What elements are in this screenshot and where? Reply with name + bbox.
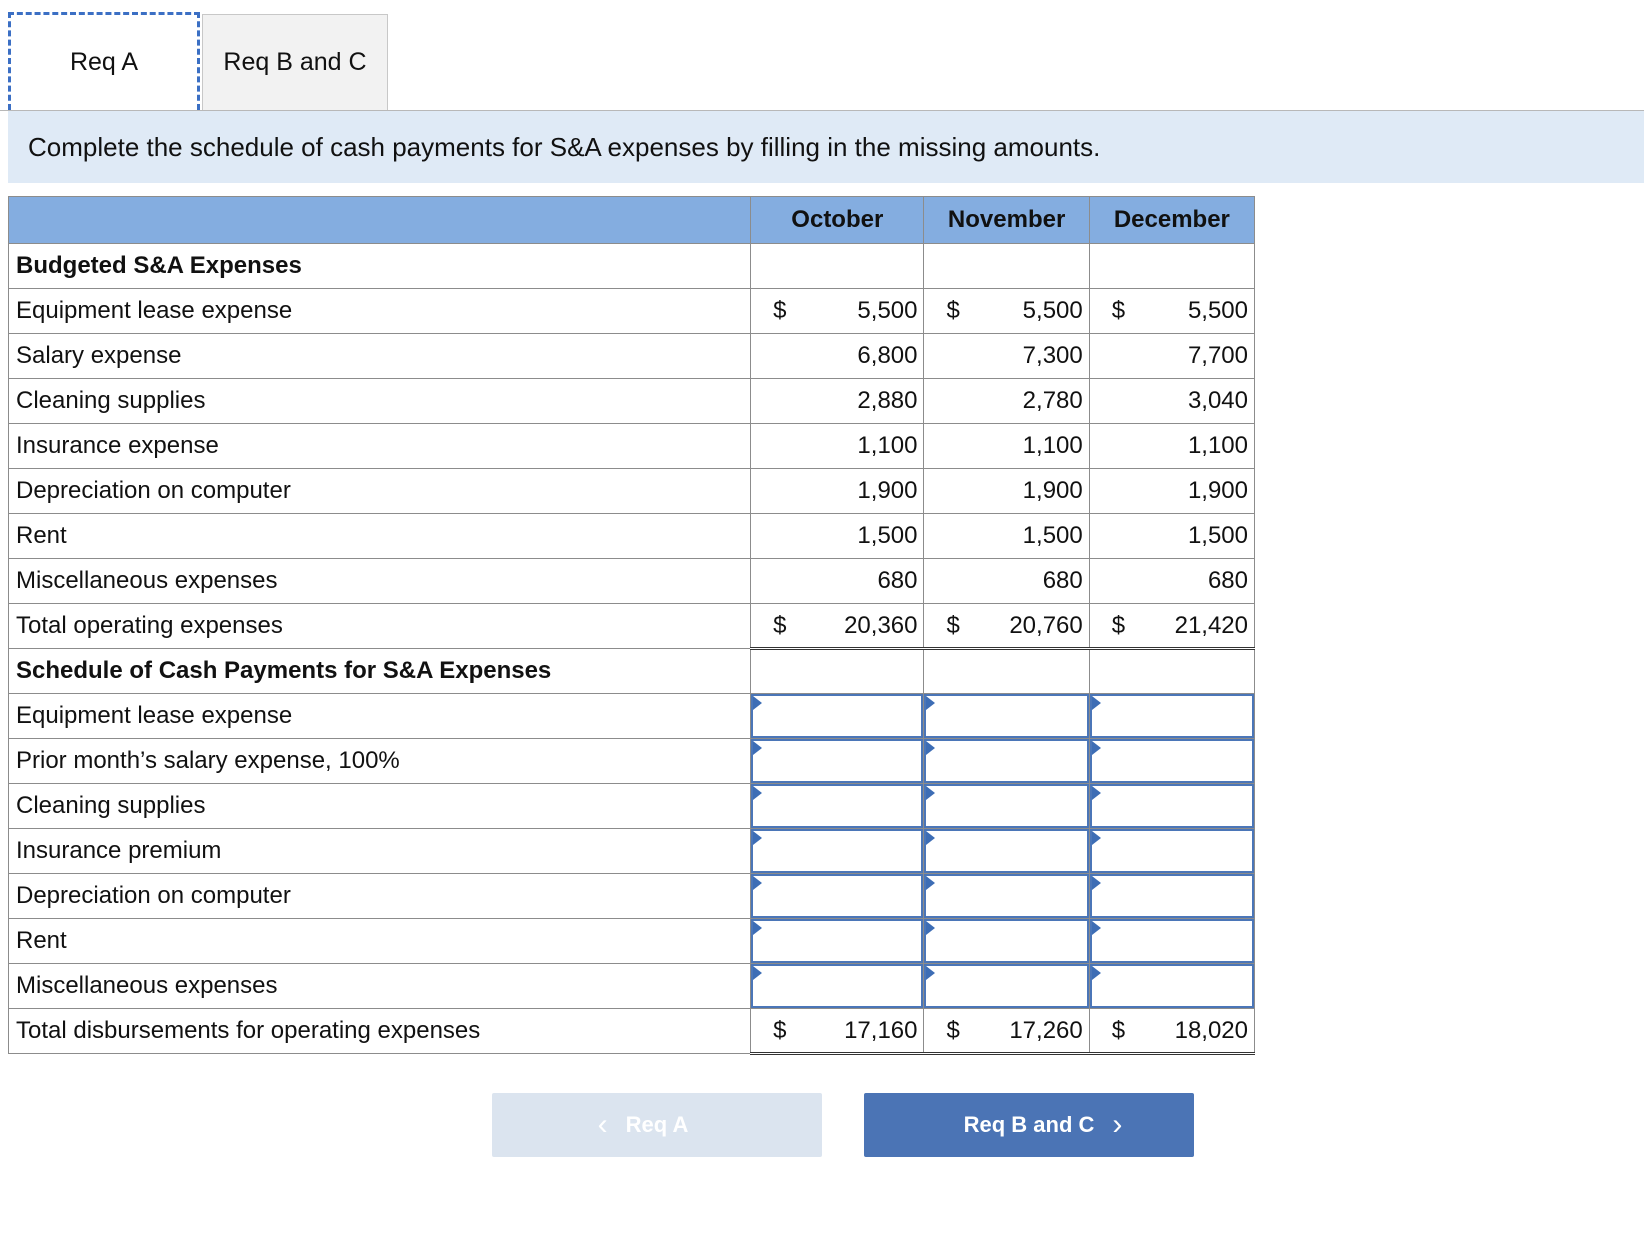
cell-marker-icon <box>926 831 935 845</box>
instruction-text: Complete the schedule of cash payments for S&A expenses by filling in the missing amounts. <box>28 131 1101 162</box>
row-label: Rent <box>9 514 751 559</box>
cell-marker-icon <box>926 921 935 935</box>
table-row <box>9 964 1255 1009</box>
value-cell <box>924 379 1089 424</box>
amount: 1,500 <box>1187 522 1248 549</box>
value-cell <box>1089 379 1254 424</box>
table-row <box>9 604 1255 649</box>
amount-input[interactable] <box>926 696 1086 736</box>
cell-marker-icon <box>1092 831 1101 845</box>
cell-marker-icon <box>926 741 935 755</box>
row-label: Cleaning supplies <box>9 379 751 424</box>
instruction-banner <box>8 111 1644 183</box>
value-cell <box>751 289 924 334</box>
row-label: Prior month’s salary expense, 100% <box>9 739 751 784</box>
input-cell <box>924 919 1089 964</box>
amount-input-box <box>1090 919 1254 963</box>
row-label: Insurance premium <box>9 829 751 874</box>
amount: 1,900 <box>1187 477 1248 504</box>
value-cell <box>751 469 924 514</box>
value-cell <box>924 289 1089 334</box>
input-cell <box>751 739 924 784</box>
cell-marker-icon <box>1092 786 1101 800</box>
amount-input-box <box>924 739 1088 783</box>
amount: 1,100 <box>857 432 918 459</box>
value-cell <box>924 424 1089 469</box>
empty-cell <box>924 649 1089 694</box>
value-cell <box>924 559 1089 604</box>
currency-symbol: $ <box>946 611 960 639</box>
table-row <box>9 919 1255 964</box>
input-cell <box>924 694 1089 739</box>
amount-input[interactable] <box>753 966 921 1006</box>
amount-input[interactable] <box>753 831 921 871</box>
amount: 2,880 <box>857 387 918 414</box>
header-november: November <box>924 197 1089 244</box>
amount: 7,700 <box>1187 342 1248 369</box>
amount: 17,160 <box>844 1016 918 1044</box>
input-cell <box>751 829 924 874</box>
tab-req-a[interactable] <box>8 12 200 110</box>
amount: 6,800 <box>857 342 918 369</box>
amount-input-box <box>924 964 1088 1008</box>
value-cell <box>1089 289 1254 334</box>
section-budgeted-title: Budgeted S&A Expenses <box>9 244 751 289</box>
amount-input-box <box>751 919 923 963</box>
amount-input-box <box>751 694 923 738</box>
cell-marker-icon <box>753 696 762 710</box>
amount-input[interactable] <box>1092 696 1252 736</box>
amount-input[interactable] <box>926 921 1086 961</box>
input-cell <box>924 964 1089 1009</box>
amount: 1,100 <box>1187 432 1248 459</box>
amount: 5,500 <box>1187 297 1248 324</box>
amount: 680 <box>1042 567 1083 594</box>
section-schedule-title-row <box>9 649 1255 694</box>
value-cell <box>924 514 1089 559</box>
row-label: Salary expense <box>9 334 751 379</box>
amount-input-box <box>1090 964 1254 1008</box>
cash-payments-table <box>8 196 1255 1055</box>
input-cell <box>924 739 1089 784</box>
amount: 20,760 <box>1009 611 1083 639</box>
value-cell <box>1089 604 1254 649</box>
value-cell <box>751 514 924 559</box>
input-cell <box>1089 739 1254 784</box>
amount-input[interactable] <box>753 696 921 736</box>
cell-marker-icon <box>926 876 935 890</box>
cell-marker-icon <box>753 831 762 845</box>
amount: 7,300 <box>1022 342 1083 369</box>
amount-input-box <box>1090 739 1254 783</box>
cell-marker-icon <box>926 786 935 800</box>
value-cell <box>1089 424 1254 469</box>
row-label: Rent <box>9 919 751 964</box>
table-row <box>9 874 1255 919</box>
amount-input[interactable] <box>753 876 921 916</box>
cell-marker-icon <box>1092 876 1101 890</box>
cell-marker-icon <box>753 876 762 890</box>
row-label: Total operating expenses <box>9 604 751 649</box>
value-cell <box>924 334 1089 379</box>
input-cell <box>751 964 924 1009</box>
currency-symbol: $ <box>1111 297 1126 324</box>
amount-input-box <box>1090 694 1254 738</box>
amount: 1,900 <box>857 477 918 504</box>
row-label: Cleaning supplies <box>9 784 751 829</box>
input-cell <box>751 874 924 919</box>
value-cell <box>1089 469 1254 514</box>
total-disbursements-row <box>9 1009 1255 1054</box>
amount-input[interactable] <box>753 741 921 781</box>
amount-input-box <box>751 739 923 783</box>
amount-input-box <box>1090 874 1254 918</box>
amount-input[interactable] <box>1092 921 1252 961</box>
cell-marker-icon <box>1092 966 1101 980</box>
input-cell <box>924 829 1089 874</box>
input-cell <box>1089 784 1254 829</box>
amount: 18,020 <box>1174 1016 1248 1044</box>
table-row <box>9 334 1255 379</box>
table-row <box>9 424 1255 469</box>
amount: 2,780 <box>1022 387 1083 414</box>
amount: 680 <box>1207 567 1248 594</box>
currency-symbol: $ <box>773 1016 787 1044</box>
amount-input[interactable] <box>926 966 1086 1006</box>
prev-req-a-button[interactable] <box>492 1093 822 1157</box>
value-cell <box>1089 559 1254 604</box>
amount: 1,100 <box>1022 432 1083 459</box>
amount: 20,360 <box>844 611 918 639</box>
cell-marker-icon <box>753 966 762 980</box>
empty-cell <box>1089 649 1254 694</box>
row-label: Total disbursements for operating expenses <box>9 1009 751 1054</box>
input-cell <box>1089 694 1254 739</box>
value-cell <box>1089 514 1254 559</box>
table-header-row <box>9 197 1255 244</box>
amount-input-box <box>1090 829 1254 873</box>
empty-cell <box>1089 244 1254 289</box>
amount-input-box <box>924 784 1088 828</box>
row-label: Equipment lease expense <box>9 289 751 334</box>
amount-input[interactable] <box>1092 786 1252 826</box>
amount-input-box <box>924 829 1088 873</box>
value-cell <box>924 604 1089 649</box>
value-cell <box>751 559 924 604</box>
cell-marker-icon <box>926 696 935 710</box>
amount-input-box <box>751 829 923 873</box>
table-row <box>9 559 1255 604</box>
amount-input-box <box>924 694 1088 738</box>
row-label: Depreciation on computer <box>9 469 751 514</box>
amount-input[interactable] <box>753 786 921 826</box>
input-cell <box>1089 964 1254 1009</box>
input-cell <box>751 919 924 964</box>
table-row <box>9 784 1255 829</box>
total-cell <box>751 1009 924 1054</box>
empty-cell <box>924 244 1089 289</box>
cell-marker-icon <box>1092 921 1101 935</box>
prev-button-label: Req A <box>625 1112 689 1137</box>
amount-input[interactable] <box>1092 876 1252 916</box>
amount-input-box <box>924 919 1088 963</box>
table-row <box>9 739 1255 784</box>
amount: 1,900 <box>1022 477 1083 504</box>
input-cell <box>751 784 924 829</box>
header-october: October <box>751 197 924 244</box>
table-row <box>9 829 1255 874</box>
input-cell <box>924 874 1089 919</box>
amount: 17,260 <box>1009 1016 1083 1044</box>
empty-cell <box>751 244 924 289</box>
cell-marker-icon <box>1092 741 1101 755</box>
amount-input[interactable] <box>926 786 1086 826</box>
header-december: December <box>1089 197 1254 244</box>
amount: 21,420 <box>1174 611 1248 639</box>
next-button-label: Req B and C <box>963 1112 1095 1137</box>
amount-input-box <box>924 874 1088 918</box>
input-cell <box>751 694 924 739</box>
input-cell <box>924 784 1089 829</box>
table-row <box>9 289 1255 334</box>
total-cell <box>1089 1009 1254 1054</box>
input-cell <box>1089 874 1254 919</box>
value-cell <box>751 424 924 469</box>
amount-input-box <box>751 964 923 1008</box>
table-row <box>9 514 1255 559</box>
currency-symbol: $ <box>773 611 787 639</box>
value-cell <box>751 334 924 379</box>
tab-req-b-and-c-label: Req B and C <box>223 48 367 76</box>
cell-marker-icon <box>753 921 762 935</box>
row-label: Depreciation on computer <box>9 874 751 919</box>
amount-input[interactable] <box>1092 741 1252 781</box>
row-label: Miscellaneous expenses <box>9 559 751 604</box>
section-budgeted-title-row <box>9 244 1255 289</box>
row-label: Miscellaneous expenses <box>9 964 751 1009</box>
tab-req-a-label: Req A <box>69 48 139 76</box>
amount-input[interactable] <box>1092 966 1252 1006</box>
amount-input[interactable] <box>926 876 1086 916</box>
tab-req-b-and-c[interactable] <box>202 14 388 110</box>
next-req-b-and-c-button[interactable] <box>864 1093 1194 1157</box>
currency-symbol: $ <box>1111 611 1126 639</box>
amount: 5,500 <box>857 297 918 324</box>
currency-symbol: $ <box>946 297 960 324</box>
amount: 1,500 <box>1022 522 1083 549</box>
table-row <box>9 379 1255 424</box>
input-cell <box>1089 919 1254 964</box>
cell-marker-icon <box>926 966 935 980</box>
amount-input[interactable] <box>926 741 1086 781</box>
amount-input[interactable] <box>753 921 921 961</box>
section-schedule-title: Schedule of Cash Payments for S&A Expenses <box>9 649 751 694</box>
header-blank <box>9 197 751 244</box>
amount: 5,500 <box>1022 297 1083 324</box>
cell-marker-icon <box>753 741 762 755</box>
row-label: Insurance expense <box>9 424 751 469</box>
currency-symbol: $ <box>946 1016 960 1044</box>
amount-input-box <box>751 784 923 828</box>
table-row <box>9 469 1255 514</box>
amount-input[interactable] <box>926 831 1086 871</box>
row-label: Equipment lease expense <box>9 694 751 739</box>
amount: 1,500 <box>857 522 918 549</box>
currency-symbol: $ <box>773 297 787 324</box>
chevron-right-icon: › <box>1112 1108 1123 1141</box>
value-cell <box>751 604 924 649</box>
value-cell <box>1089 334 1254 379</box>
cell-marker-icon <box>1092 696 1101 710</box>
amount: 3,040 <box>1187 387 1248 414</box>
input-cell <box>1089 829 1254 874</box>
cell-marker-icon <box>753 786 762 800</box>
amount-input-box <box>1090 784 1254 828</box>
table-row <box>9 694 1255 739</box>
value-cell <box>924 469 1089 514</box>
empty-cell <box>751 649 924 694</box>
amount-input-box <box>751 874 923 918</box>
value-cell <box>751 379 924 424</box>
currency-symbol: $ <box>1111 1016 1126 1044</box>
total-cell <box>924 1009 1089 1054</box>
chevron-left-icon: ‹ <box>597 1108 608 1141</box>
amount-input[interactable] <box>1092 831 1252 871</box>
amount: 680 <box>877 567 918 594</box>
tab-bar <box>0 0 1644 111</box>
